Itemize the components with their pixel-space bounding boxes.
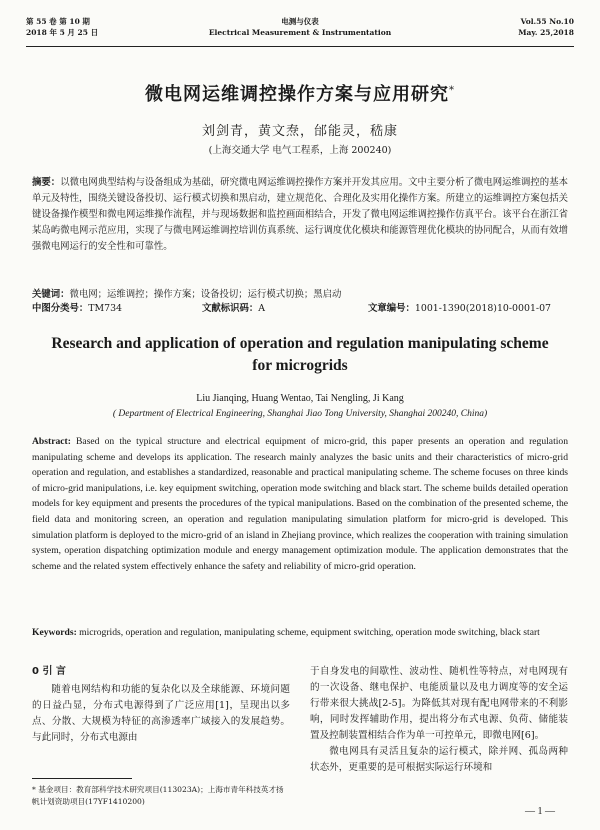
funding-footnote: * 基金项目：教育部科学技术研究项目(113023A)；上海市青年科技英才扬帆计划资助项目(17YF1410200) bbox=[32, 785, 284, 806]
clc-code bbox=[32, 302, 122, 316]
intro-paragraph-2: 微电网具有灵活且复杂的运行模式，除并网、孤岛两种状态外，更重要的是可根据实际运行环境和 bbox=[310, 746, 568, 773]
header-rule bbox=[26, 46, 574, 47]
footnote-rule bbox=[32, 778, 132, 779]
header-right bbox=[518, 16, 574, 38]
body-column-left bbox=[32, 664, 290, 746]
title-cn-text: 微电网运维调控操作方案与应用研究 bbox=[145, 84, 449, 105]
keywords-en-text: microgrids, operation and regulation, manipulating scheme, equipment switching, operation mode switching, black start bbox=[79, 627, 540, 638]
header-center bbox=[26, 16, 574, 38]
running-header bbox=[26, 14, 574, 48]
keywords-en bbox=[32, 625, 568, 641]
keywords-en-label: Keywords: bbox=[32, 627, 77, 638]
section-heading: 0 引 言 bbox=[32, 666, 66, 677]
clc-label: 中图分类号： bbox=[32, 303, 89, 314]
issue-date: 2018 年 5 月 25 日 bbox=[26, 28, 99, 37]
volume-en: Vol.55 No.10 bbox=[520, 17, 574, 26]
abstract-cn-label: 摘要： bbox=[32, 177, 61, 188]
authors-cn: 刘剑青，黄文焘，邰能灵，嵇康 bbox=[201, 124, 398, 139]
affiliation-en: ( Department of Electrical Engineering, Shanghai Jiao Tong University, Shanghai 200240, China) bbox=[112, 409, 488, 419]
abstract-en-text: Based on the typical structure and electrical equipment of micro-grid, this paper presents an operation and regulation manipulating scheme and develops its application. The research mainly analyzes the basic units and their characteristics of micro-grid operation and regulation, and establishes a standardized, reasonable and practical manipulating scheme. The scheme focuses on three kinds of micro-grid manipulations, i.e. key equipment switching, operation mode switching and black start. The scheme builds detailed operation models for key equipment and presents the procedures of the typical manipulations. Based on the combination of the presented scheme, the field data and monitoring screen, an operation and regulation manipulating simulation platform for micro-grid is developed. This simulation platform is deployed to the micro-grid of an island in Zhejiang province, which realizes the cooperation with training simulation system, operation dispatching optimization module and energy management optimization module. The application demonstrates that the scheme and the related system effectively enhance the safety and reliability of micro-grid operation. bbox=[32, 436, 568, 572]
date-en: May. 25,2018 bbox=[518, 28, 574, 37]
keywords-cn bbox=[32, 288, 568, 302]
intro-paragraph-1-cont: 于自身发电的间歇性、波动性、随机性等特点，对电网现有的一次设备、继电保护、电能质量以及电力调度等的安全运行带来很大挑战[2-5]。为降低其对现有配电网带来的不利影响，同时发挥辅助作用，提出将分布式电源、负荷、储能装置及控制装置相结合作为单一可控单元，即微电网[6]。 bbox=[310, 666, 568, 741]
authors-en: Liu Jianqing, Huang Wentao, Tai Nengling, Ji Kang bbox=[196, 393, 404, 404]
article-number bbox=[368, 302, 551, 316]
title-footnote-mark: * bbox=[449, 85, 455, 96]
abstract-en-label: Abstract: bbox=[32, 436, 71, 447]
clc-value: TM734 bbox=[88, 303, 123, 314]
paper-title-cn bbox=[0, 80, 600, 106]
body-column-right bbox=[310, 664, 568, 776]
intro-paragraph-1: 随着电网结构和功能的复杂化以及全球能源、环境问题的日益凸显，分布式电源得到了广泛应用[1]，呈现出以多点、分散、大规模为特征的高渗透率广域接入的发展趋势。与此同时，分布式电源由 bbox=[32, 684, 290, 743]
paper-title-en: Research and application of operation and regulation manipulating scheme for microgrids bbox=[51, 335, 549, 374]
doc-value: A bbox=[258, 303, 266, 314]
journal-name-en: Electrical Measurement & Instrumentation bbox=[208, 28, 392, 37]
keywords-cn-text: 微电网；运维调控；操作方案；设备投切；运行模式切换；黑启动 bbox=[69, 289, 342, 300]
journal-name-cn: 电测与仪表 bbox=[281, 17, 319, 26]
article-label: 文章编号： bbox=[368, 303, 415, 314]
abstract-cn-text: 以微电网典型结构与设备组成为基础，研究微电网运维调控操作方案并开发其应用。文中主要分析了微电网运维调控的基本单元及特性，围绕关键设备投切、运行模式切换和黑启动，建立规范化、合理化及实用化操作方案。所建立的运维调控方案包括关键设备操作模型和微电网运维操作流程，并与现场数据和监控画面相结合，开发了微电网运维调控操作仿真平台。该平台在浙江省某岛屿微电网示范应用，实现了与微电网运维调控培训仿真系统、运行调度优化模块和能源管理优化模块的协同配合，从而有效增强微电网运行的安全性和可靠性。 bbox=[32, 177, 568, 252]
affiliation-cn: (上海交通大学 电气工程系，上海 200240) bbox=[208, 145, 392, 156]
volume-issue: 第 55 卷 第 10 期 bbox=[26, 17, 90, 26]
page-number: — 1 — bbox=[525, 806, 555, 817]
keywords-cn-label: 关键词： bbox=[32, 289, 70, 300]
doc-code bbox=[202, 302, 265, 316]
abstract-en bbox=[32, 434, 568, 574]
doc-label: 文献标识码： bbox=[202, 303, 259, 314]
article-value: 1001-1390(2018)10-0001-07 bbox=[414, 303, 552, 314]
abstract-cn bbox=[32, 175, 568, 255]
